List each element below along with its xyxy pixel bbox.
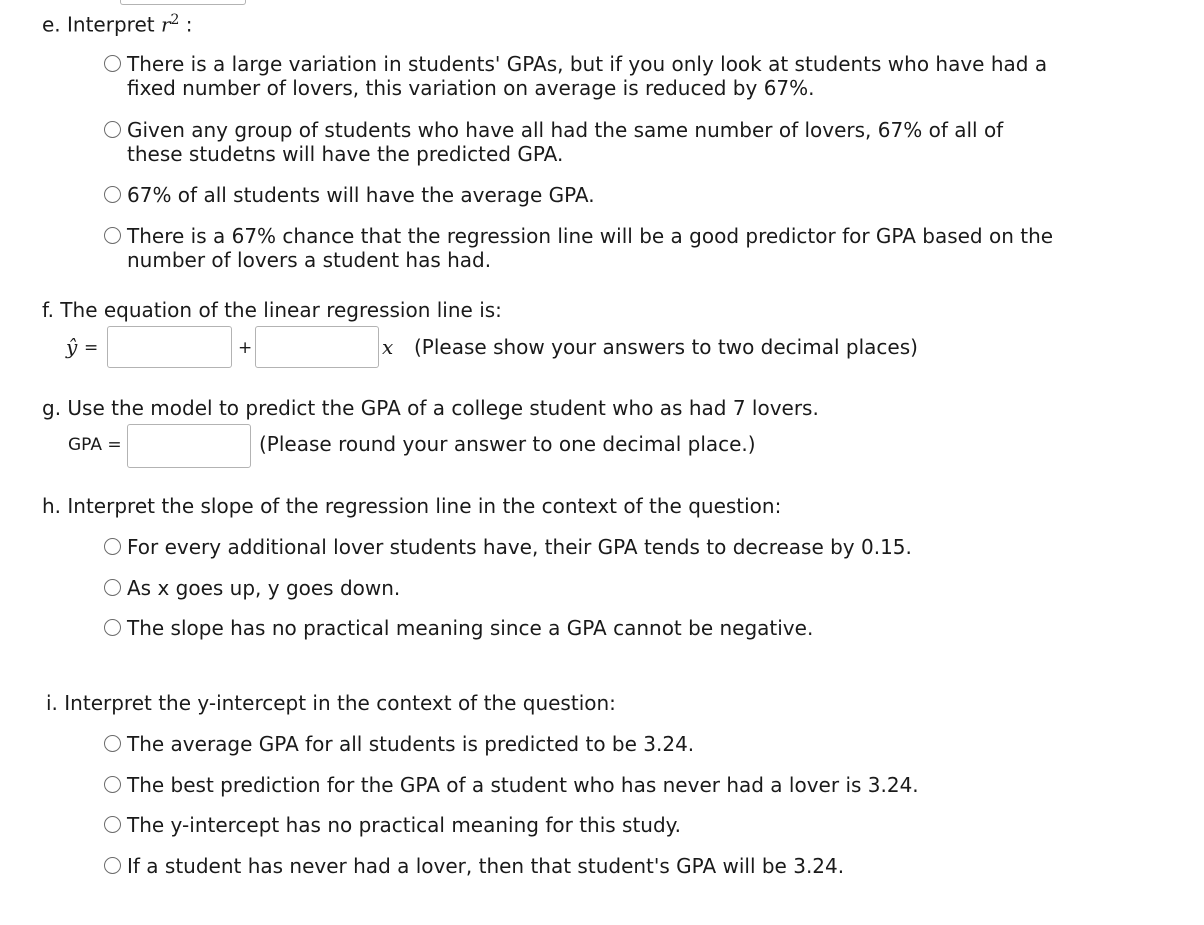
part-e-heading-prefix: e. Interpret bbox=[42, 12, 161, 37]
part-e-option-4[interactable] bbox=[104, 224, 1064, 272]
radio-button[interactable] bbox=[104, 186, 121, 203]
part-e-heading bbox=[42, 8, 193, 37]
part-g-heading: g. Use the model to predict the GPA of a college student who as had 7 lovers. bbox=[42, 396, 819, 420]
slope-input[interactable] bbox=[255, 326, 379, 368]
radio-button[interactable] bbox=[104, 776, 121, 793]
option-label: There is a 67% chance that the regression line will be a good predictor for GPA based on the number of lovers a student has had. bbox=[127, 224, 1054, 272]
radio-button[interactable] bbox=[104, 121, 121, 138]
part-h-heading: h. Interpret the slope of the regression line in the context of the question: bbox=[42, 494, 782, 518]
radio-button[interactable] bbox=[104, 857, 121, 874]
y-hat-symbol: ŷ bbox=[66, 335, 78, 359]
radio-button[interactable] bbox=[104, 55, 121, 72]
option-label: As x goes up, y goes down. bbox=[127, 576, 401, 600]
option-label: The y-intercept has no practical meaning for this study. bbox=[127, 813, 682, 837]
equals-sign: = bbox=[84, 338, 99, 358]
part-h-option-3[interactable] bbox=[104, 616, 1064, 640]
part-h-option-1[interactable] bbox=[104, 535, 1064, 559]
option-label: The average GPA for all students is predicted to be 3.24. bbox=[127, 732, 695, 756]
part-f-heading: f. The equation of the linear regression line is: bbox=[42, 298, 502, 322]
option-label: There is a large variation in students' GPAs, but if you only look at students who have had a fixed number of lovers, this variation on average is reduced by 67%. bbox=[127, 52, 1048, 100]
part-e-option-2[interactable] bbox=[104, 118, 1064, 166]
previous-answer-box-edge bbox=[120, 0, 246, 5]
option-label: 67% of all students will have the average GPA. bbox=[127, 183, 595, 207]
radio-button[interactable] bbox=[104, 538, 121, 555]
x-variable: x bbox=[382, 335, 394, 359]
radio-button[interactable] bbox=[104, 816, 121, 833]
part-i-option-1[interactable] bbox=[104, 732, 1064, 756]
part-h-option-2[interactable] bbox=[104, 576, 1064, 600]
plus-sign: + bbox=[238, 338, 253, 358]
intercept-input[interactable] bbox=[107, 326, 232, 368]
radio-button[interactable] bbox=[104, 227, 121, 244]
part-i-heading: i. Interpret the y-intercept in the context of the question: bbox=[46, 691, 616, 715]
r-squared-var: r bbox=[160, 12, 171, 37]
radio-button[interactable] bbox=[104, 619, 121, 636]
part-e-option-1[interactable] bbox=[104, 52, 1064, 100]
gpa-label: GPA = bbox=[68, 435, 122, 455]
radio-button[interactable] bbox=[104, 579, 121, 596]
option-label: Given any group of students who have all had the same number of lovers, 67% of all of these studetns will have the predicted GPA. bbox=[127, 118, 1004, 166]
r-squared-exp: 2 bbox=[170, 12, 180, 28]
part-i-option-3[interactable] bbox=[104, 813, 1064, 837]
part-i-option-2[interactable] bbox=[104, 773, 1064, 797]
option-label: If a student has never had a lover, then that student's GPA will be 3.24. bbox=[127, 854, 845, 878]
part-e-option-3[interactable] bbox=[104, 183, 1064, 207]
part-f-note: (Please show your answers to two decimal places) bbox=[414, 335, 918, 359]
gpa-input[interactable] bbox=[127, 424, 251, 468]
option-label: The best prediction for the GPA of a student who has never had a lover is 3.24. bbox=[127, 773, 919, 797]
option-label: The slope has no practical meaning since a GPA cannot be negative. bbox=[127, 616, 814, 640]
part-e-heading-suffix: : bbox=[179, 12, 193, 37]
part-i-option-4[interactable] bbox=[104, 854, 1064, 878]
option-label: For every additional lover students have, their GPA tends to decrease by 0.15. bbox=[127, 535, 912, 559]
part-g-note: (Please round your answer to one decimal place.) bbox=[259, 432, 756, 456]
radio-button[interactable] bbox=[104, 735, 121, 752]
